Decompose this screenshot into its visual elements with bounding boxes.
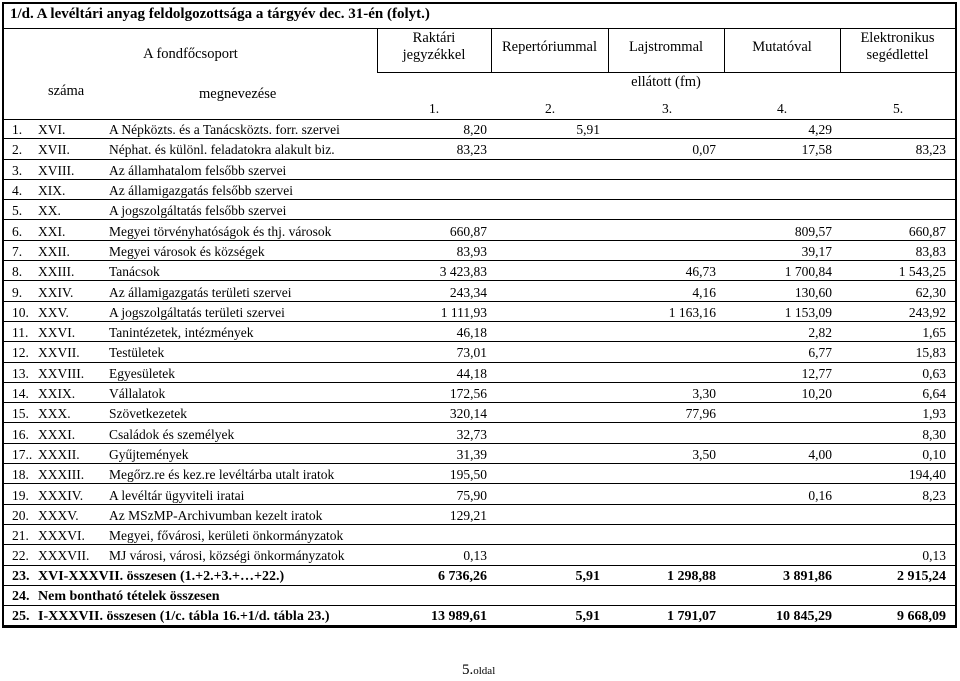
page-number: 5. xyxy=(462,662,474,678)
value-c5: 62,30 xyxy=(915,284,946,300)
row-number: 8. xyxy=(12,264,23,280)
value-c5: 6,64 xyxy=(922,386,946,402)
row-number: 6. xyxy=(12,223,23,239)
row-name: A jogszolgáltatás felsőbb szervei xyxy=(109,203,287,219)
value-c5: 8,23 xyxy=(922,487,946,503)
row-code: XVII. xyxy=(38,142,70,158)
header-fondfocsoport: A fondfőcsoport xyxy=(143,46,238,62)
col-number-2: 2. xyxy=(545,101,556,116)
row-number: 20. xyxy=(12,507,29,523)
value-c4: 2,82 xyxy=(808,325,832,341)
row-name: XVI-XXXVII. összesen (1.+2.+3.+…+22.) xyxy=(38,568,285,584)
value-c4: 4,00 xyxy=(808,446,832,462)
value-c1: 172,56 xyxy=(449,386,487,402)
value-c5: 660,87 xyxy=(908,223,946,239)
value-c5: 1 543,25 xyxy=(898,264,946,280)
header-raktari-2: jegyzékkel xyxy=(402,47,466,63)
row-number: 1. xyxy=(12,122,23,138)
value-c5: 8,30 xyxy=(922,426,946,442)
row-code: XXXI. xyxy=(38,426,76,442)
row-number: 4. xyxy=(12,183,23,199)
header-repertorium: Repertóriummal xyxy=(501,39,598,55)
table-row xyxy=(4,261,955,281)
row-name: A Népközts. és a Tanácsközts. forr. szervei xyxy=(109,122,340,138)
value-c5: 0,13 xyxy=(922,548,946,564)
table-row xyxy=(4,586,955,606)
table-row xyxy=(4,302,955,322)
value-c4: 12,77 xyxy=(801,365,832,381)
value-c4: 0,16 xyxy=(808,487,832,503)
row-code: XXIV. xyxy=(38,284,74,300)
table-row xyxy=(4,119,955,139)
table-row xyxy=(4,241,955,261)
row-name: Megőrz.re és kez.re levéltárba utalt iratok xyxy=(109,467,335,483)
page-footer xyxy=(462,662,495,679)
value-c4: 10 845,29 xyxy=(776,609,832,625)
value-c1: 320,14 xyxy=(449,406,487,422)
row-name: Egyesületek xyxy=(109,365,175,381)
row-number: 7. xyxy=(12,243,23,259)
row-code: XXII. xyxy=(38,243,70,259)
value-c1: 73,01 xyxy=(456,345,487,361)
value-c1: 83,93 xyxy=(456,243,487,259)
value-c3: 3,50 xyxy=(692,446,716,462)
value-c3: 4,16 xyxy=(692,284,716,300)
row-code: XXXV. xyxy=(38,507,79,523)
row-number: 3. xyxy=(12,162,23,178)
table-frame xyxy=(2,2,957,628)
header-ellatott: ellátott (fm) xyxy=(631,74,701,90)
value-c3: 1 791,07 xyxy=(667,609,716,625)
header-elektronikus-1: Elektronikus xyxy=(860,30,935,46)
table-row xyxy=(4,525,955,545)
value-c4: 1 700,84 xyxy=(784,264,832,280)
row-number: 13. xyxy=(12,365,29,381)
value-c4: 4,29 xyxy=(808,122,832,138)
row-number: 21. xyxy=(12,528,29,544)
value-c4: 3 891,86 xyxy=(783,568,832,584)
value-c4: 130,60 xyxy=(794,284,832,300)
row-name: Néphat. és különl. feladatokra alakult biz. xyxy=(109,142,335,158)
row-number: 12. xyxy=(12,345,29,361)
table-row xyxy=(4,281,955,301)
table-title: 1/d. A levéltári anyag feldolgozottsága a tárgyév dec. 31-én (folyt.) xyxy=(10,6,430,22)
row-code: XXXII. xyxy=(38,446,80,462)
row-code: XXXVI. xyxy=(38,528,85,544)
value-c1: 3 423,83 xyxy=(439,264,487,280)
row-code: XXVI. xyxy=(38,325,76,341)
row-number: 5. xyxy=(12,203,23,219)
value-c1: 243,34 xyxy=(449,284,487,300)
row-number: 10. xyxy=(12,304,29,320)
table-row xyxy=(4,566,955,586)
row-code: XX. xyxy=(38,203,61,219)
value-c5: 2 915,24 xyxy=(897,568,946,584)
row-name: Az államigazgatás felsőbb szervei xyxy=(109,183,294,199)
table-row xyxy=(4,322,955,342)
header-lajstrom: Lajstrommal xyxy=(628,39,704,55)
row-number: 23. xyxy=(12,568,30,584)
row-code: XXXIII. xyxy=(38,467,85,483)
value-c5: 83,23 xyxy=(915,142,946,158)
row-name: Megyei, fővárosi, kerületi önkormányzatok xyxy=(109,528,344,544)
row-code: XXI. xyxy=(38,223,66,239)
row-number: 19. xyxy=(12,487,29,503)
value-c1: 46,18 xyxy=(456,325,487,341)
value-c1: 0,13 xyxy=(463,548,487,564)
row-code: XXV. xyxy=(38,304,69,320)
value-c1: 31,39 xyxy=(456,446,487,462)
row-name: Szövetkezetek xyxy=(109,406,187,422)
row-name: Tanácsok xyxy=(109,264,160,280)
value-c4: 1 153,09 xyxy=(784,304,832,320)
value-c3: 46,73 xyxy=(685,264,716,280)
value-c5: 9 668,09 xyxy=(897,609,946,625)
value-c4: 17,58 xyxy=(801,142,832,158)
table-row xyxy=(4,363,955,383)
value-c3: 1 163,16 xyxy=(668,304,716,320)
row-code: XXVII. xyxy=(38,345,80,361)
row-name: Az MSzMP-Archivumban kezelt iratok xyxy=(109,507,323,523)
value-c5: 1,65 xyxy=(922,325,946,341)
row-name: Megyei törvényhatóságok és thj. városok xyxy=(109,223,332,239)
table-row xyxy=(4,606,955,626)
row-name: A jogszolgáltatás területi szervei xyxy=(109,304,285,320)
value-c4: 39,17 xyxy=(801,243,832,259)
value-c5: 83,83 xyxy=(915,243,946,259)
row-number: 17.. xyxy=(12,446,33,462)
title-divider xyxy=(4,28,955,29)
row-number: 11. xyxy=(12,325,29,341)
value-c3: 1 298,88 xyxy=(667,568,716,584)
row-name: Az államhatalom felsőbb szervei xyxy=(109,162,287,178)
table-row xyxy=(4,545,955,565)
value-c3: 77,96 xyxy=(685,406,716,422)
table-row xyxy=(4,139,955,159)
row-number: 9. xyxy=(12,284,23,300)
table-row xyxy=(4,160,955,180)
value-c1: 44,18 xyxy=(456,365,487,381)
table-row xyxy=(4,200,955,220)
row-name: Az államigazgatás területi szervei xyxy=(109,284,292,300)
row-name: I-XXXVII. összesen (1/c. tábla 16.+1/d. tábla 23.) xyxy=(38,609,330,625)
value-c4: 10,20 xyxy=(801,386,832,402)
value-c5: 0,10 xyxy=(922,446,946,462)
row-name: MJ városi, városi, községi önkormányzatok xyxy=(109,548,345,564)
table-row xyxy=(4,221,955,241)
table-row xyxy=(4,342,955,362)
value-c3: 0,07 xyxy=(692,142,716,158)
value-c2: 5,91 xyxy=(576,122,600,138)
table-row xyxy=(4,484,955,504)
value-c4: 809,57 xyxy=(794,223,832,239)
value-c1: 129,21 xyxy=(449,507,487,523)
table-row xyxy=(4,444,955,464)
value-c5: 194,40 xyxy=(908,467,946,483)
col-number-4: 4. xyxy=(777,101,788,116)
row-name: A levéltár ügyviteli iratai xyxy=(109,487,245,503)
col-number-3: 3. xyxy=(662,101,673,116)
row-number: 15. xyxy=(12,406,29,422)
row-code: XXVIII. xyxy=(38,365,85,381)
row-number: 25. xyxy=(12,609,30,625)
col-number-1: 1. xyxy=(429,101,440,116)
header-megnevezese: megnevezése xyxy=(199,86,277,102)
page-word: oldal xyxy=(473,665,496,677)
row-name: Vállalatok xyxy=(109,386,166,402)
value-c2: 5,91 xyxy=(575,609,600,625)
value-c5: 1,93 xyxy=(922,406,946,422)
row-number: 16. xyxy=(12,426,29,442)
table-row xyxy=(4,180,955,200)
row-name: Tanintézetek, intézmények xyxy=(109,325,254,341)
col-number-5: 5. xyxy=(893,101,904,116)
table-row xyxy=(4,403,955,423)
row-code: XXX. xyxy=(38,406,71,422)
value-c4: 6,77 xyxy=(808,345,832,361)
header-szama: száma xyxy=(48,83,85,99)
value-c5: 0,63 xyxy=(922,365,946,381)
row-code: XXIII. xyxy=(38,264,75,280)
table-row xyxy=(4,424,955,444)
row-name: Megyei városok és községek xyxy=(109,243,265,259)
table-row xyxy=(4,383,955,403)
row-number: 24. xyxy=(12,589,30,605)
subheader-divider xyxy=(377,72,955,73)
value-c2: 5,91 xyxy=(575,568,600,584)
row-code: XXIX. xyxy=(38,386,76,402)
row-number: 22. xyxy=(12,548,29,564)
row-number: 2. xyxy=(12,142,23,158)
row-code: XIX. xyxy=(38,183,66,199)
value-c5: 243,92 xyxy=(908,304,946,320)
row-number: 18. xyxy=(12,467,29,483)
value-c1: 1 111,93 xyxy=(440,304,487,320)
row-code: XVI. xyxy=(38,122,66,138)
row-number: 14. xyxy=(12,386,29,402)
row-name: Gyűjtemények xyxy=(109,446,189,462)
value-c1: 83,23 xyxy=(456,142,487,158)
header-elektronikus-2: segédlettel xyxy=(866,47,929,63)
row-code: XVIII. xyxy=(38,162,75,178)
value-c1: 13 989,61 xyxy=(431,609,487,625)
row-name: Nem bontható tételek összesen xyxy=(38,589,220,605)
header-mutato: Mutatóval xyxy=(752,39,812,55)
value-c1: 6 736,26 xyxy=(438,568,487,584)
row-code: XXXVII. xyxy=(38,548,90,564)
value-c1: 8,20 xyxy=(463,122,487,138)
row-name: Családok és személyek xyxy=(109,426,235,442)
value-c1: 32,73 xyxy=(456,426,487,442)
value-c1: 660,87 xyxy=(449,223,487,239)
value-c1: 195,50 xyxy=(449,467,487,483)
table-row xyxy=(4,464,955,484)
row-name: Testületek xyxy=(109,345,165,361)
table-row xyxy=(4,505,955,525)
row-code: XXXIV. xyxy=(38,487,84,503)
header-raktari-1: Raktári xyxy=(412,30,456,46)
value-c5: 15,83 xyxy=(915,345,946,361)
value-c1: 75,90 xyxy=(456,487,487,503)
value-c3: 3,30 xyxy=(692,386,716,402)
